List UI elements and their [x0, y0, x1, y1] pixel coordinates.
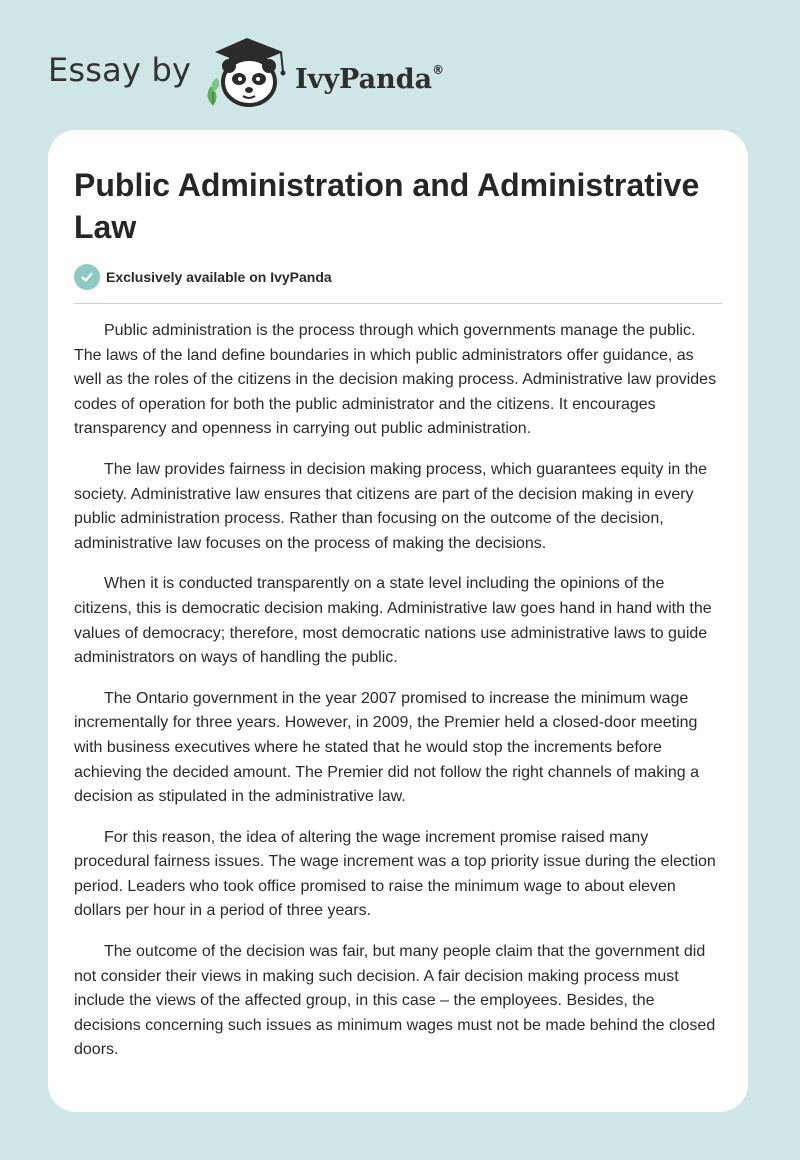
registered-mark: ® — [432, 63, 445, 77]
panda-graduate-icon[interactable] — [203, 36, 293, 110]
divider — [74, 303, 722, 304]
badge-label: Exclusively available on IvyPanda — [106, 269, 332, 285]
paragraph: The law provides fairness in decision making process, which guarantees equity in the society. Administrative law ensures that citizens are part of the decision making in every public administration process. Rather than focusing on the outcome of the decision, administrative law focuses on the process of making the decisions. — [74, 460, 707, 552]
paragraph: For this reason, the idea of altering the wage increment promise raised many procedural fairness issues. The wage increment was a top priority issue during the election period. Leaders who took office promised to raise the minimum wage to about eleven dollars per hour in a period of three years. — [74, 828, 716, 920]
check-circle-icon — [74, 264, 100, 290]
site-header — [0, 0, 800, 120]
paragraph: When it is conducted transparently on a state level including the opinions of the citizens, this is democratic decision making. Administrative law goes hand in hand with the values of democracy; therefore, most democratic nations use administrative laws to guide administrators on ways of handling the public. — [74, 575, 712, 667]
essay-body — [74, 319, 724, 1079]
essay-by-label: Essay by — [48, 51, 192, 89]
essay-card — [48, 130, 748, 1112]
paragraph: The Ontario government in the year 2007 promised to increase the minimum wage incrementally for three years. However, in 2009, the Premier held a closed-door meeting with business executives where he stated that he would stop the increments before achieving the decided amount. The Premier did not follow the right channels of making a decision as stipulated in the administrative law. — [74, 689, 699, 806]
brand-logo-text[interactable] — [295, 54, 444, 100]
page-title: Public Administration and Administrative Law — [74, 167, 700, 245]
brand-name: IvyPanda — [295, 64, 433, 95]
paragraph: Public administration is the process through which governments manage the public. The laws of the land define boundaries in which public administrators offer guidance, as well as the roles of the citizens in the decision making process. Administrative law provides codes of operation for both the public administrator and the citizens. It encourages transparency and openness in carrying out public administration. — [74, 322, 717, 438]
exclusive-badge — [74, 264, 332, 290]
paragraph: The outcome of the decision was fair, but many people claim that the government did not consider their views in making such decision. A fair decision making process must include the views of the affected group, in this case – the employees. Besides, the decisions concerning such issues as minimum wages must not be made behind the closed doors. — [74, 943, 716, 1059]
